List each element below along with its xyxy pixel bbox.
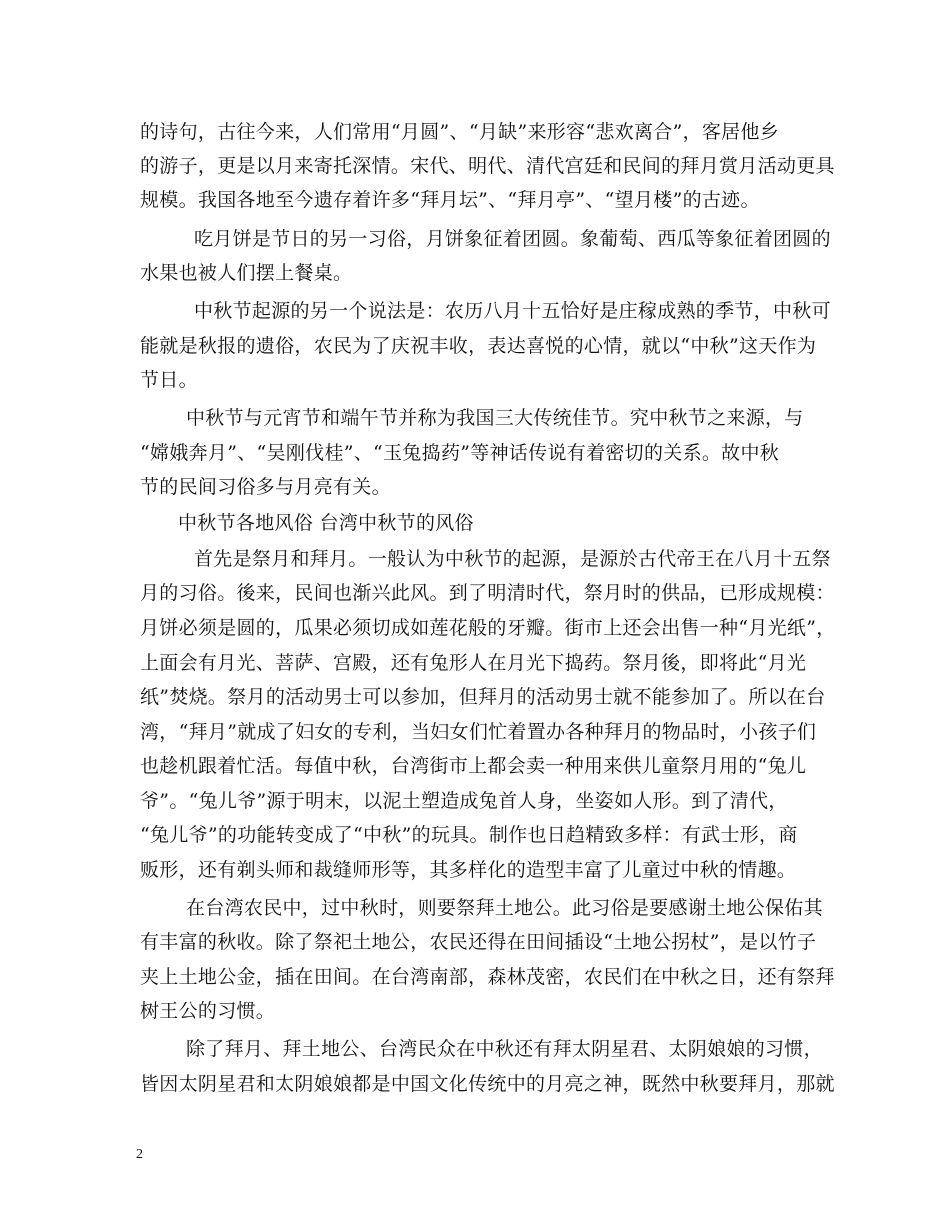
text-line: 中秋节与元宵节和端午节并称为我国三大传统佳节。究中秋节之来源，与: [186, 407, 804, 429]
page-number: 2: [136, 1147, 143, 1162]
text-line: 爷”。“兔儿爷”源于明末，以泥土塑造成兔首人身，坐姿如人形。到了清代，: [140, 790, 788, 812]
text-line: 能就是秋报的遗俗，农民为了庆祝丰收，表达喜悦的心情，就以“中秋”这天作为: [140, 335, 817, 357]
text-line: 湾，“拜月”就成了妇女的专利，当妇女们忙着置办各种拜月的物品时，小孩子们: [140, 721, 817, 743]
text-line: 节日。: [140, 369, 198, 391]
section-heading: 中秋节各地风俗 台湾中秋节的风俗: [178, 512, 474, 534]
text-line: 有丰富的秋收。除了祭祀土地公，农民还得在田间插设“土地公拐杖”，是以竹子: [140, 931, 817, 953]
text-line: 皆因太阴星君和太阴娘娘都是中国文化传统中的月亮之神，既然中秋要拜月，那就: [140, 1073, 835, 1095]
text-line: 上面会有月光、菩萨、宫殿，还有兔形人在月光下捣药。祭月後，即将此“月光: [140, 652, 807, 674]
text-line: 也趁机跟着忙活。每值中秋，台湾街市上都会卖一种用来供儿童祭月用的“兔儿: [140, 755, 807, 777]
text-line: 的诗句，古往今来，人们常用“月圆”、“月缺”来形容“悲欢离合”，客居他乡: [140, 121, 780, 143]
text-line: “兔儿爷”的功能转变成了“中秋”的玩具。制作也日趋精致多样：有武士形，商: [140, 824, 798, 846]
text-line: 夹上土地公金，插在田间。在台湾南部，森林茂密，农民们在中秋之日，还有祭拜: [140, 966, 835, 988]
text-line: “嫦娥奔月”、“吴刚伐桂”、“玉兔捣药”等神话传说有着密切的关系。故中秋: [140, 442, 780, 464]
text-line: 中秋节起源的另一个说法是：农历八月十五恰好是庄稼成熟的季节，中秋可: [194, 300, 831, 322]
text-line: 除了拜月、拜土地公、台湾民众在中秋还有拜太阴星君、太阴娘娘的习惯，: [186, 1038, 823, 1060]
text-line: 贩形，还有剃头师和裁缝师形等，其多样化的造型丰富了儿童过中秋的情趣。: [140, 859, 797, 881]
text-line: 月饼必须是圆的，瓜果必须切成如莲花般的牙瓣。街市上还会出售一种“月光纸”，: [140, 617, 836, 639]
text-line: 吃月饼是节日的另一习俗，月饼象征着团圆。象葡萄、西瓜等象征着团圆的: [194, 228, 831, 250]
text-line: 月的习俗。後来，民间也渐兴此风。到了明清时代，祭月时的供品，已形成规模：: [140, 582, 835, 604]
text-line: 树王公的习惯。: [140, 1000, 276, 1022]
text-line: 首先是祭月和拜月。一般认为中秋节的起源，是源於古代帝王在八月十五祭: [194, 548, 831, 570]
text-line: 规模。我国各地至今遗存着许多“拜月坛”、“拜月亭”、“望月楼”的古迹。: [140, 189, 760, 211]
text-line: 在台湾农民中，过中秋时，则要祭拜土地公。此习俗是要感谢土地公保佑其: [186, 897, 823, 919]
text-line: 节的民间习俗多与月亮有关。: [140, 476, 391, 498]
text-line: 纸”焚烧。祭月的活动男士可以参加，但拜月的活动男士就不能参加了。所以在台: [140, 686, 826, 708]
text-line: 的游子，更是以月来寄托深情。宋代、明代、清代宫廷和民间的拜月赏月活动更具: [140, 155, 835, 177]
text-line: 水果也被人们摆上餐桌。: [140, 262, 353, 284]
